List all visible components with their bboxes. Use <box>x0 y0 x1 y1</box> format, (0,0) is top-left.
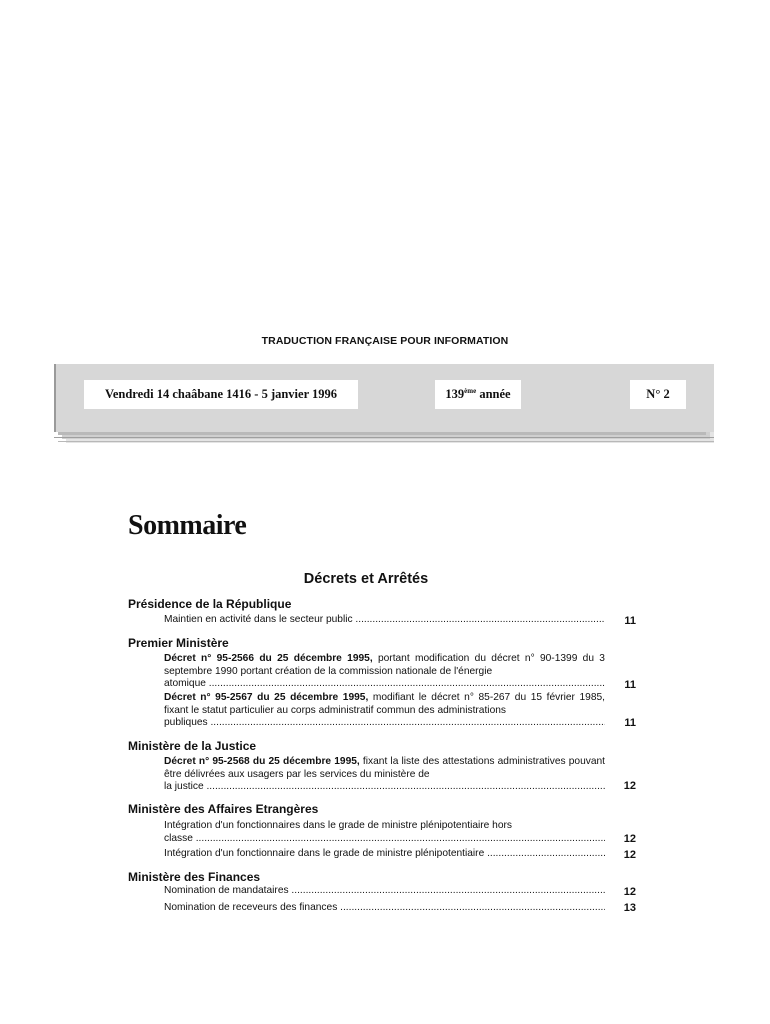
entry-text: Intégration d'un fonctionnaire dans le grade de ministre plénipotentiaire ..... <box>164 848 605 861</box>
decree-ref: Décret n° 95-2566 du 25 décembre 1995, <box>164 653 373 664</box>
page-number: 11 <box>624 717 636 729</box>
page-number: 12 <box>623 833 636 845</box>
toc-entry <box>164 820 605 845</box>
banner-divider <box>58 441 714 442</box>
decree-ref: Décret n° 95-2567 du 25 décembre 1995, <box>164 692 369 703</box>
entry-text-end: classe ..... <box>164 833 605 846</box>
toc-entry <box>164 653 605 691</box>
issue-date: Vendredi 14 chaâbane 1416 - 5 janvier 1996 <box>84 380 358 409</box>
entry-text: Nomination de mandataires ..... <box>164 885 605 898</box>
issue-year <box>435 380 521 409</box>
page-number: 11 <box>624 615 636 627</box>
entry-text-end: atomique ..... <box>164 678 605 691</box>
issue-number: N° 2 <box>630 380 686 409</box>
entry-text-end: la justice ..... <box>164 781 605 794</box>
toc-entry <box>164 848 605 861</box>
year-word: année <box>479 387 511 401</box>
banner-divider <box>54 437 714 438</box>
page-number: 13 <box>623 902 636 914</box>
translation-note: TRADUCTION FRANÇAISE POUR INFORMATION <box>261 335 509 347</box>
toc-entry <box>164 614 605 627</box>
year-suffix: ème <box>464 387 477 395</box>
page-number: 12 <box>623 849 636 861</box>
ministry-heading: Ministère des Finances <box>128 870 261 884</box>
entry-text: Maintien en activité dans le secteur public ..... <box>164 614 605 627</box>
toc-entry <box>164 885 605 898</box>
section-heading: Décrets et Arrêtés <box>303 571 429 587</box>
decree-ref: Décret n° 95-2568 du 25 décembre 1995, <box>164 756 360 767</box>
ministry-heading: Présidence de la République <box>128 597 292 611</box>
toc-entry <box>164 902 605 915</box>
entry-text-end: publiques ..... <box>164 717 605 730</box>
ministry-heading: Ministère de la Justice <box>128 739 257 753</box>
toc-entry <box>164 692 605 730</box>
page-number: 11 <box>624 679 636 691</box>
entry-text: Intégration d'un fonctionnaires dans le grade de ministre plénipotentiaire hors <box>164 820 512 831</box>
page-title: Sommaire <box>128 510 247 541</box>
page-number: 12 <box>623 886 636 898</box>
entry-text: portant modification du décret n° 90-1399 du 3 septembre 1990 portant création de la commission nationale de l'énergie <box>164 653 605 677</box>
toc-entry <box>164 756 605 794</box>
year-number: 139 <box>445 387 465 401</box>
entry-text: Nomination de receveurs des finances ..... <box>164 902 605 915</box>
page-number: 12 <box>623 780 636 792</box>
entry-text: fixant la liste des attestations administratives pouvant être délivrées aux usagers par les services du ministère de <box>164 756 605 780</box>
ministry-heading: Premier Ministère <box>128 636 229 650</box>
entry-text: modifiant le décret n° 85-267 du 15 février 1985, fixant le statut particulier au corps administratif commun des administrations <box>164 692 605 716</box>
ministry-heading: Ministère des Affaires Etrangères <box>128 802 319 816</box>
